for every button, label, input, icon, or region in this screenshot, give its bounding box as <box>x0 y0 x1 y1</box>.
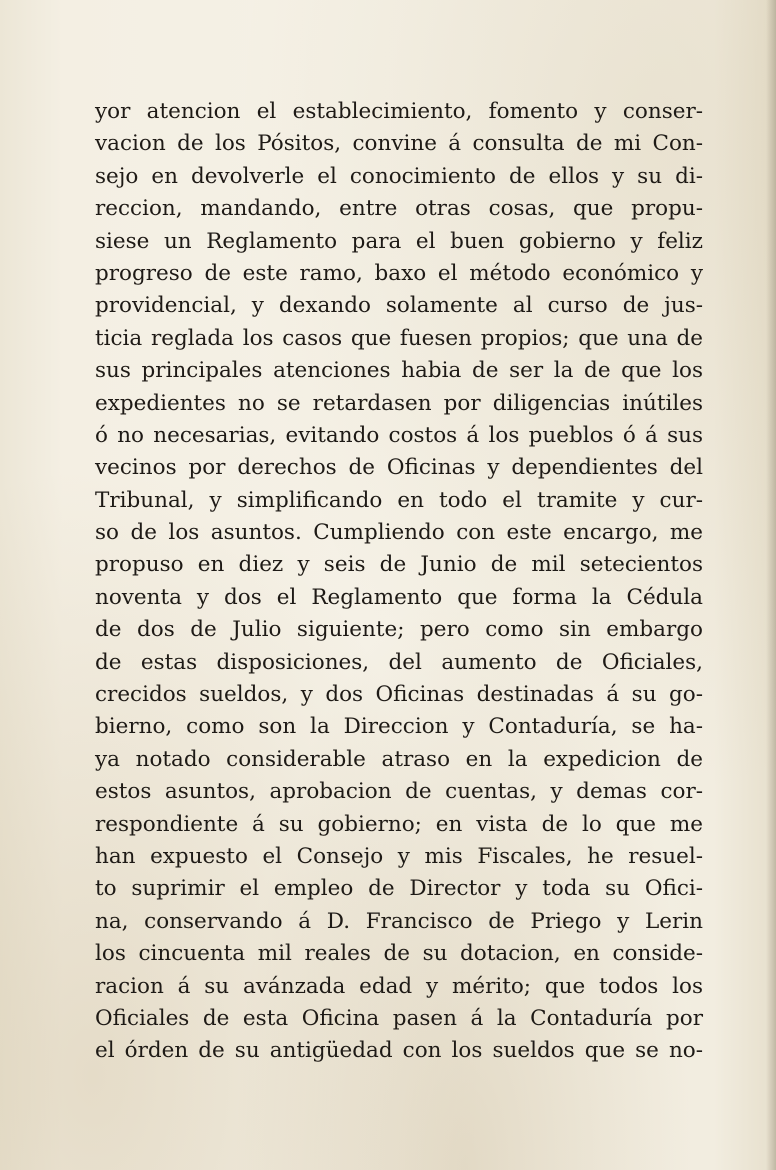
text-line: los cincuenta mil reales de su dotacion, en conside- <box>95 941 703 967</box>
text-line: ya notado considerable atraso en la expedicion de <box>95 746 703 772</box>
text-line: progreso de este ramo, baxo el método económico y <box>95 260 703 286</box>
text-line: reccion, mandando, entre otras cosas, que propu- <box>95 196 703 222</box>
text-line: han expuesto el Consejo y mis Fiscales, he resuel- <box>95 843 703 869</box>
text-line: propuso en diez y seis de Junio de mil setecientos <box>95 552 703 578</box>
text-line: providencial, y dexando solamente al curso de jus- <box>95 293 703 319</box>
text-line: na, conservando á D. Francisco de Priego y Lerin <box>95 908 703 934</box>
text-line: Tribunal, y simplificando en todo el tramite y cur- <box>95 487 703 513</box>
body-text <box>95 96 703 1068</box>
text-line: expedientes no se retardasen por diligencias inútiles <box>95 390 703 416</box>
text-line: el órden de su antigüedad con los sueldos que se no- <box>95 1038 703 1064</box>
text-line: ó no necesarias, evitando costos á los pueblos ó á sus <box>95 422 703 448</box>
text-line: crecidos sueldos, y dos Oficinas destinadas á su go- <box>95 682 703 708</box>
text-line: respondiente á su gobierno; en vista de lo que me <box>95 811 703 837</box>
text-line: de dos de Julio siguiente; pero como sin embargo <box>95 617 703 643</box>
text-line: vacion de los Pósitos, convine á consulta de mi Con- <box>95 131 703 157</box>
text-line: ticia reglada los casos que fuesen propios; que una de <box>95 325 703 351</box>
text-line: de estas disposiciones, del aumento de Oficiales, <box>95 649 703 675</box>
page-edge-shadow <box>766 0 776 1170</box>
text-line: noventa y dos el Reglamento que forma la Cédula <box>95 584 703 610</box>
text-line: racion á su avánzada edad y mérito; que todos los <box>95 973 703 999</box>
text-line: bierno, como son la Direccion y Contaduría, se ha- <box>95 714 703 740</box>
text-line: estos asuntos, aprobacion de cuentas, y demas cor- <box>95 779 703 805</box>
text-line: to suprimir el empleo de Director y toda su Ofici- <box>95 876 703 902</box>
text-line: sejo en devolverle el conocimiento de ellos y su di- <box>95 163 703 189</box>
text-line: sus principales atenciones habia de ser la de que los <box>95 358 703 384</box>
text-line: vecinos por derechos de Oficinas y dependientes del <box>95 455 703 481</box>
text-line: yor atencion el establecimiento, fomento y conser- <box>95 99 703 124</box>
text-line: so de los asuntos. Cumpliendo con este encargo, me <box>95 520 703 546</box>
text-line: Oficiales de esta Oficina pasen á la Contaduría por <box>95 1005 703 1031</box>
text-line: siese un Reglamento para el buen gobierno y feliz <box>95 228 703 254</box>
